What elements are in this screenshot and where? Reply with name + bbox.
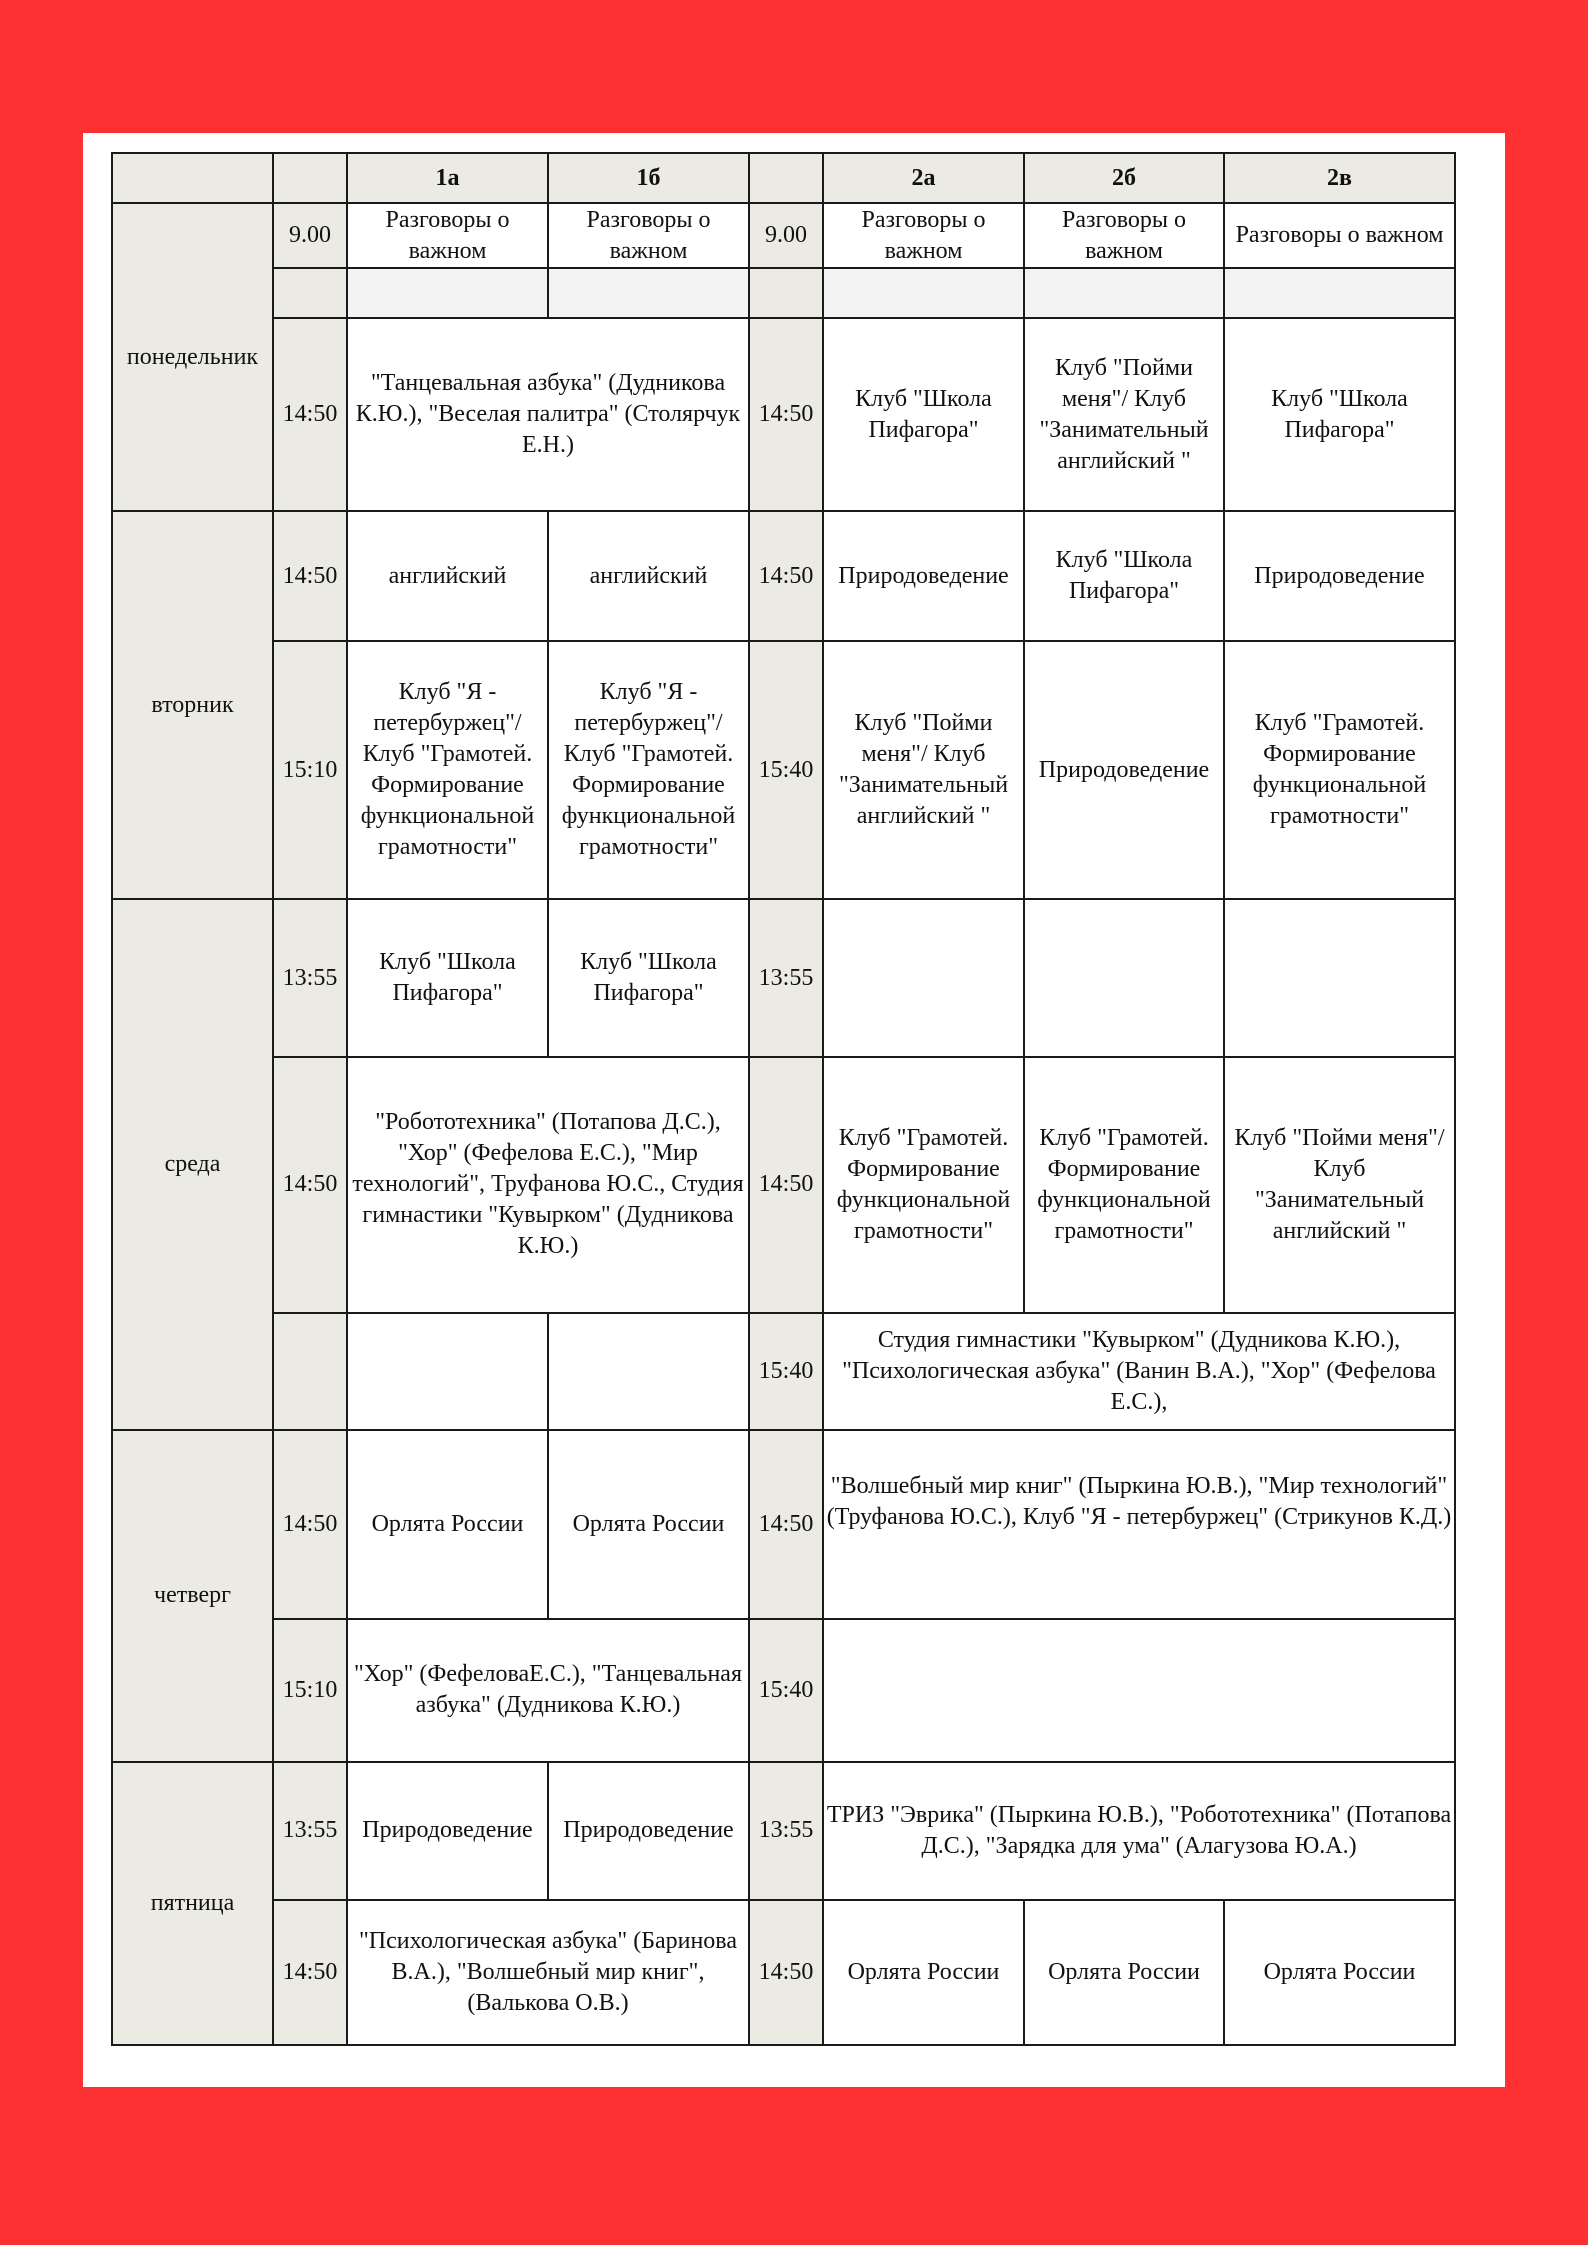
time-cell: 15:10 bbox=[273, 641, 347, 899]
time-cell: 14:50 bbox=[273, 1900, 347, 2045]
day-label-tuesday: вторник bbox=[112, 511, 273, 899]
day-label-friday: пятница bbox=[112, 1762, 273, 2045]
day-label-wednesday: среда bbox=[112, 899, 273, 1429]
table-row bbox=[112, 1430, 1455, 1619]
header-blank-cell bbox=[112, 153, 273, 203]
time-cell: 13:55 bbox=[273, 899, 347, 1057]
time-cell: 15:40 bbox=[749, 1619, 823, 1762]
lesson-cell: Разговоры о важном bbox=[1024, 203, 1224, 268]
lesson-cell: Клуб "Пойми меня"/ Клуб "Занимательный английский " bbox=[1224, 1057, 1455, 1312]
time-cell bbox=[749, 268, 823, 318]
lesson-cell: Разговоры о важном bbox=[1224, 203, 1455, 268]
lesson-cell: Клуб "Грамотей. Формирование функциональной грамотности" bbox=[1024, 1057, 1224, 1312]
lesson-cell: Клуб "Школа Пифагора" bbox=[1224, 318, 1455, 511]
lesson-cell: Клуб "Школа Пифагора" bbox=[548, 899, 749, 1057]
class-header-2a: 2а bbox=[823, 153, 1024, 203]
time-cell bbox=[273, 268, 347, 318]
lesson-cell: Клуб "Школа Пифагора" bbox=[1024, 511, 1224, 641]
time-cell: 14:50 bbox=[749, 511, 823, 641]
time-cell: 14:50 bbox=[749, 318, 823, 511]
empty-cell bbox=[1024, 268, 1224, 318]
time-cell: 13:55 bbox=[749, 899, 823, 1057]
lesson-cell: Природоведение bbox=[823, 511, 1024, 641]
table-row bbox=[112, 511, 1455, 641]
empty-cell bbox=[548, 1313, 749, 1430]
time-cell: 15:40 bbox=[749, 641, 823, 899]
header-time-blank-cell bbox=[273, 153, 347, 203]
empty-cell bbox=[823, 899, 1024, 1057]
table-row bbox=[112, 1057, 1455, 1312]
class-header-1b: 1б bbox=[548, 153, 749, 203]
header-time-blank-cell bbox=[749, 153, 823, 203]
table-row bbox=[112, 1313, 1455, 1430]
time-cell: 14:50 bbox=[273, 511, 347, 641]
time-cell: 15:10 bbox=[273, 1619, 347, 1762]
empty-cell bbox=[1224, 899, 1455, 1057]
lesson-cell: Клуб "Пойми меня"/ Клуб "Занимательный английский " bbox=[823, 641, 1024, 899]
time-cell: 14:50 bbox=[749, 1900, 823, 2045]
lesson-cell: Природоведение bbox=[347, 1762, 548, 1900]
class-header-2v: 2в bbox=[1224, 153, 1455, 203]
lesson-cell: Клуб "Грамотей. Формирование функциональной грамотности" bbox=[823, 1057, 1024, 1312]
lesson-cell: Природоведение bbox=[548, 1762, 749, 1900]
lesson-cell: "Робототехника" (Потапова Д.С.), "Хор" (Фефелова Е.С.), "Мир технологий", Труфанова Ю.С., Студия гимнастики "Кувырком" (Дудникова К.Ю.) bbox=[347, 1057, 749, 1312]
table-row bbox=[112, 1762, 1455, 1900]
lesson-cell: Клуб "Школа Пифагора" bbox=[347, 899, 548, 1057]
empty-cell bbox=[347, 268, 548, 318]
empty-cell bbox=[823, 1619, 1455, 1762]
time-cell: 13:55 bbox=[749, 1762, 823, 1900]
lesson-cell: "Хор" (ФефеловаЕ.С.), "Танцевальная азбука" (Дудникова К.Ю.) bbox=[347, 1619, 749, 1762]
lesson-cell: Клуб "Пойми меня"/ Клуб "Занимательный английский " bbox=[1024, 318, 1224, 511]
table-row bbox=[112, 268, 1455, 318]
lesson-cell: Природоведение bbox=[1024, 641, 1224, 899]
lesson-cell: английский bbox=[548, 511, 749, 641]
table-row bbox=[112, 1619, 1455, 1762]
lesson-cell: Клуб "Школа Пифагора" bbox=[823, 318, 1024, 511]
class-header-1a: 1а bbox=[347, 153, 548, 203]
lesson-cell: Клуб "Грамотей. Формирование функциональной грамотности" bbox=[1224, 641, 1455, 899]
time-cell: 14:50 bbox=[273, 1430, 347, 1619]
lesson-cell: Орлята России bbox=[1024, 1900, 1224, 2045]
empty-cell bbox=[548, 268, 749, 318]
lesson-cell: "Танцевальная азбука" (Дудникова К.Ю.), "Веселая палитра" (Столярчук Е.Н.) bbox=[347, 318, 749, 511]
lesson-cell: Разговоры о важном bbox=[347, 203, 548, 268]
header-row bbox=[112, 153, 1455, 203]
table-row bbox=[112, 1900, 1455, 2045]
lesson-cell: "Волшебный мир книг" (Пыркина Ю.В.), "Мир технологий" (Труфанова Ю.С.), Клуб "Я - петербуржец" (Стрикунов К.Д.) bbox=[823, 1430, 1455, 1619]
table-row bbox=[112, 899, 1455, 1057]
day-label-monday: понедельник bbox=[112, 203, 273, 511]
schedule-table bbox=[111, 152, 1456, 2046]
lesson-cell: Орлята России bbox=[823, 1900, 1024, 2045]
table-row bbox=[112, 318, 1455, 511]
lesson-cell: Разговоры о важном bbox=[548, 203, 749, 268]
time-cell: 14:50 bbox=[273, 318, 347, 511]
lesson-cell: Природоведение bbox=[1224, 511, 1455, 641]
lesson-cell: Клуб "Я - петербуржец"/ Клуб "Грамотей. Формирование функциональной грамотности" bbox=[548, 641, 749, 899]
lesson-cell: Орлята России bbox=[548, 1430, 749, 1619]
class-header-2b: 2б bbox=[1024, 153, 1224, 203]
empty-cell bbox=[1224, 268, 1455, 318]
empty-cell bbox=[1024, 899, 1224, 1057]
time-cell: 14:50 bbox=[273, 1057, 347, 1312]
time-cell: 9.00 bbox=[273, 203, 347, 268]
lesson-cell: Орлята России bbox=[347, 1430, 548, 1619]
empty-cell bbox=[823, 268, 1024, 318]
lesson-cell: Разговоры о важном bbox=[823, 203, 1024, 268]
time-cell: 15:40 bbox=[749, 1313, 823, 1430]
time-cell: 14:50 bbox=[749, 1430, 823, 1619]
table-row bbox=[112, 641, 1455, 899]
schedule-sheet bbox=[83, 133, 1505, 2087]
time-cell bbox=[273, 1313, 347, 1430]
lesson-cell: "Психологическая азбука" (Баринова В.А.), "Волшебный мир книг", (Валькова О.В.) bbox=[347, 1900, 749, 2045]
lesson-cell: английский bbox=[347, 511, 548, 641]
time-cell: 9.00 bbox=[749, 203, 823, 268]
lesson-cell: Орлята России bbox=[1224, 1900, 1455, 2045]
lesson-cell: ТРИЗ "Эврика" (Пыркина Ю.В.), "Робототехника" (Потапова Д.С.), "Зарядка для ума" (Алагузова Ю.А.) bbox=[823, 1762, 1455, 1900]
time-cell: 14:50 bbox=[749, 1057, 823, 1312]
time-cell: 13:55 bbox=[273, 1762, 347, 1900]
day-label-thursday: четверг bbox=[112, 1430, 273, 1762]
lesson-cell: Клуб "Я - петербуржец"/ Клуб "Грамотей. Формирование функциональной грамотности" bbox=[347, 641, 548, 899]
table-row bbox=[112, 203, 1455, 268]
lesson-cell: Студия гимнастики "Кувырком" (Дудникова К.Ю.), "Психологическая азбука" (Ванин В.А.), "Хор" (Фефелова Е.С.), bbox=[823, 1313, 1455, 1430]
empty-cell bbox=[347, 1313, 548, 1430]
